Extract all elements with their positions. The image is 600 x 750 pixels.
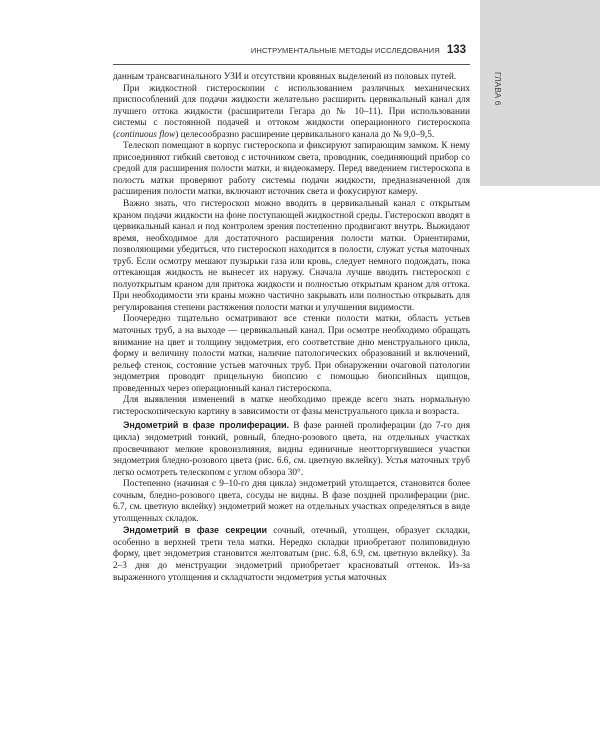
paragraph-text: При жидкостной гистероскопии с использованием различных механических приспособлений для подачи жидкости желательно расширить цервикальный канал для лучшего оттока жидкости (расширители Гегара до № 10–11). При использовании системы с постоянной подачей и оттоком жидкости операционного гистероскопа ( [113,83,470,140]
paragraph: Для выявления изменений в матке необходимо прежде всего знать нормальную гистероскопическую картину в зависимости от фазы менструального цикла и возраста. [113,395,470,417]
paragraph [113,420,470,479]
paragraph: Важно знать, что гистероскоп можно вводить в цервикальный канал с открытым краном подачи жидкости на фоне поступающей жидкостной среды. Гистероскоп вводят в цервикальный канал и под контролем зрения постепенно продвигают внутрь. Выжидают время, необходимое для достаточного расширения полости матки. Ориентирами, позволяющими убедиться, что гистероскоп находится в полости, служат устья маточных труб. Если осмотру мешают пузырьки газа или кровь, следует немного подождать, пока оттекающая жидкость не вынесет их наружу. Сначала лучше вводить гистероскоп с полуоткрытым краном для притока жидкости и полностью открытым краном для оттока. При необходимости эти краны можно частично закрывать или полностью открывать для регулирования степени растяжения полости матки и улучшения видимости. [113,199,470,313]
running-header [250,44,466,60]
chapter-tab-label: ГЛАВА 6 [493,72,502,106]
paragraph: Телескоп помещают в корпус гистероскопа и фиксируют запирающим замком. К нему присоединяют гибкий световод с источником света, проводник, соединяющий прибор со средой для расширения полости матки, и видеокамеру. Перед введением гистероскопа в полость матки проверяют работу системы подачи жидкости, предназначенной для расширения полости матки, включают источник света и фокусируют камеру. [113,141,470,198]
italic-term: continuous flow [116,129,176,140]
paragraph: данным трансвагинального УЗИ и отсутствии кровяных выделений из половых путей. [113,72,457,82]
paragraph-text: сочный, отечный, утолщен, образует складки, особенно в верхней трети тела матки. Нередко складки приобретают полиповидную форму, цвет эндометрия становится желтоватым (рис. 6.8, 6.9, см. цветную вклейку). За 2–3 дня до менструации эндометрий приобретает красноватый оттенок. Из-за выраженного утолщения и складчатости эндометрия устья маточных [113,526,470,583]
subsection-heading: Эндометрий в фазе секреции [123,525,268,536]
body-text [113,72,470,584]
page-number: 133 [446,44,466,56]
running-title: ИНСТРУМЕНТАЛЬНЫЕ МЕТОДЫ ИССЛЕДОВАНИЯ [250,46,440,55]
header-rule [113,64,470,65]
paragraph-text: ) целесообразно расширение цервикального канала до № 9,0–9,5. [175,129,435,140]
paragraph [113,84,470,142]
paragraph [113,525,470,584]
paragraph: Постепенно (начиная с 9–10-го дня цикла) эндометрий утолщается, становится более сочным, бледно-розового цвета, сосуды не видны. В фазе поздней пролиферации (рис. 6.7, см. цветную вклейку) эндометрий может на отдельных участках определяться в виде утолщенных складок. [113,479,470,524]
subsection-heading: Эндометрий в фазе пролиферации. [123,420,290,431]
paragraph-text: В фазе ранней пролиферации (до 7-го дня цикла) эндометрий тонкий, ровный, бледно-розового цвета, на отдельных участках просвечивают мелкие кровоизлияния, видны единичные неотторгнувшиеся участки эндометрия бледно-розового цвета (рис. 6.6, см. цветную вклейку). Устья маточных труб легко осмотреть телескопом с углом обзора 30°. [113,421,471,478]
paragraph: Поочередно тщательно осматривают все стенки полости матки, область устьев маточных труб, а на выходе — цервикальный канал. При осмотре необходимо обращать внимание на цвет и толщину эндометрия, его соответствие дню менструального цикла, форму и величину полости матки, наличие патологических образований и включений, рельеф стенок, состояние устьев маточных труб. При обнаружении очаговой патологии эндометрия проводят прицельную биопсию с помощью биопсийных щипцов, проведенных через операционный канал гистероскопа. [113,314,470,394]
